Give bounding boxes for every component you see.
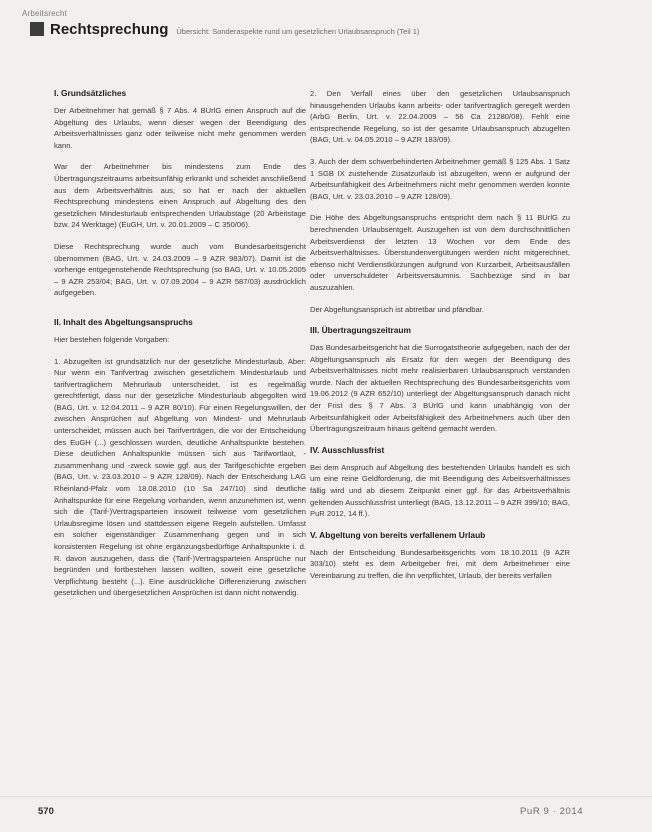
heading-uebertragungszeitraum: III. Übertragungszeitraum: [310, 325, 411, 336]
page-subtitle: Übersicht: Sonderaspekte rund um gesetzlichen Urlaubsanspruch (Teil 1): [176, 26, 420, 36]
right-column: [310, 88, 570, 592]
heading-grundsaetzliches: I. Grundsätzliches: [54, 88, 127, 98]
paragraph: Bei dem Anspruch auf Abgeltung des bestehenden Urlaubs handelt es sich um eine reine Geldforderung, die mit Beendigung des Arbeitsverhältnisses fällig wird und ab diesem Zeitpunkt einer ggf. für das Arbeitsverhältnis geltenden Ausschlussfrist unterliegt (BAG, 13.12.2011 – 9 AZR 399/10; BAG, PuR 2012, 14 ff.).: [310, 462, 570, 519]
paragraph: Hier bestehen folgende Vorgaben:: [54, 334, 170, 344]
paragraph: Diese Rechtsprechung wurde auch vom Bundesarbeitsgericht übernommen (BAG, Urt. v. 24.03.2009 – 9 AZR 983/07). Damit ist die vorherige entgegenstehende Rechtsprechung (so BAG, Urt. v. 10.05.2005 – 9 AZR 253/04; BAG, Urt. v. 07.09.2004 – 9 AZR 587/03) ausdrücklich aufgegeben.: [54, 241, 306, 298]
paragraph: Nach der Entscheidung Bundesarbeitsgerichts vom 18.10.2011 (9 AZR 303/10) steht es dem Arbeitgeber frei, mit dem Arbeitnehmer eine Vereinbarung zu treffen, die ihn verpflichtet, Urlaub, der bereits verfallen: [310, 547, 570, 580]
footer-divider: [0, 796, 652, 797]
section-label: Arbeitsrecht: [22, 9, 68, 18]
page-number: 570: [38, 806, 54, 817]
heading-abgeltung-verfallen: V. Abgeltung von bereits verfallenem Urlaub: [310, 529, 486, 540]
page-header: [30, 18, 630, 40]
paragraph: Der Abgeltungsanspruch ist abtretbar und pfändbar.: [310, 304, 484, 314]
paragraph: 1. Abzugelten ist grundsätzlich nur der gesetzliche Mindesturlaub. Aber: Nur wenn ein Tarifvertrag zwischen gesetzlichem Mindesturlaub und tarifvertraglichem Mehrurlaub unterscheidet, ist es regelmäßig gerechtfertigt, dass nur der gesetzliche Mindesturlaub abgegolten wird (BAG, Urt. v. 12.04.2011 – 9 AZR 80/10). Für einen Regelungswillen, der zwischen Ansprüchen auf Abgeltung von Mindest- und Mehrurlaub unterscheidet, müssen auch bei Tarifverträgen, die vor der Entscheidung des EuGH (...) geschlossen wurden, deutliche Anhaltspunkte bestehen. Diese deutlichen Anhaltspunkte müssen sich aus Tarifwortlaut, -zusammenhang und -zweck sowie ggf. aus der Tarifgeschichte ergeben (BAG, Urt. v. 23.03.2010 – 9 AZR 128/09). Nach der Entscheidung LAG Rheinland-Pfalz vom 18.08.2010 (10 Sa 247/10) sind deutliche Anhaltspunkte für eine Regelung vorhanden, wenn anzunehmen ist, wenn sich die (Tarif-)Vertragsparteien insoweit teilweise vom gesetzlichen Urlaubsregime lösen und stattdessen eigene Regeln aufstellen. Umfasst ein solcher eigenständiger Zusammenhang gegen und in sich konsistenten Regelung ist ohne ergänzungsbedürftige Anhaltspunkte i. d. R. davon auszugehen, dass die (Tarif-)Vertragsparteien Ansprüche nur begründen und fortbestehen lassen wollten, soweit eine gesetzliche Verpflichtung besteht (...). Eine ausdrückliche Differenzierung zwischen gesetzlichen und übergesetzlichen Ansprüchen ist dann nicht notwendig.: [54, 356, 306, 598]
page-title: Rechtsprechung: [50, 20, 169, 38]
journal-name: PuR 9 · 2014: [520, 806, 584, 817]
paragraph: Die Höhe des Abgeltungsanspruchs entspricht dem nach § 11 BUrlG zu berechnenden Urlaubsentgelt. Auszugehen ist von dem durchschnittlichen Arbeitsverdienst der letzten 13 Wochen vor dem Ende des Arbeitsverhältnisses. Überstundenvergütungen werden nicht mitgerechnet, ebenso nicht Verdienstkürzungen aufgrund von Kurzarbeit, Arbeitsausfällen oder unverschuldeter Arbeitsversäumnis. Sachbezüge sind in bar auszuzahlen.: [310, 213, 570, 292]
header-marker-icon: [30, 22, 44, 36]
heading-inhalt: II. Inhalt des Abgeltungsanspruchs: [54, 316, 193, 327]
paragraph: War der Arbeitnehmer bis mindestens zum Ende des Übertragungszeitraums arbeitsunfähig erkrankt und scheidet anschließend aus dem Arbeitsverhältnis aus, so hat er nach der aktuellen Rechtsprechung mindestens einen Anspruch auf Abgeltung des den gesetzlichen Mindesturlaub entsprechenden Urlaubstage (20 Arbeitstage bzw. 24 Werktage) (EuGH, Urt. v. 20.01.2009 – C 350/06).: [54, 162, 306, 230]
heading-ausschlussfrist: IV. Ausschlussfrist: [310, 444, 385, 455]
paragraph: Der Arbeitnehmer hat gemäß § 7 Abs. 4 BUrlG einen Anspruch auf die Abgeltung des Urlaubs, wenn dieser wegen der Beendigung des Arbeitsverhältnisses ganz oder teilweise nicht mehr genommen werden kann.: [54, 106, 306, 150]
left-column: [54, 88, 306, 609]
paragraph: Das Bundesarbeitsgericht hat die Surrogatstheorie aufgegeben, nach der der Abgeltungsanspruch als Ersatz für den wegen der Beendigung des Arbeitsverhältnisses nicht mehr realisierbaren Urlaubsanspruch verstanden wurde. Nach der aktuellen Rechtsprechung des Bundesarbeitsgerichts vom 19.06.2012 (9 AZR 652/10) unterliegt der Abgeltungsanspruch danach nicht der Frist des § 7 Abs. 3 BUrlG und kann unabhängig von der Arbeitsunfähigkeit oder Arbeitsfähigkeit des Arbeitnehmers auch über den Übertragungszeitraum hinaus geltend gemacht werden.: [310, 343, 570, 434]
paragraph: 3. Auch der dem schwerbehinderten Arbeitnehmer gemäß § 125 Abs. 1 Satz 1 SGB IX zustehende Zusatzurlaub ist abzugelten, wenn er aufgrund der Arbeitsunfähigkeit des Arbeitnehmers nicht mehr genommen werden konnte (BAG, Urt. v. 23.03.2010 – 9 AZR 128/09).: [310, 156, 570, 201]
paragraph: 2. Den Verfall eines über den gesetzlichen Urlaubsanspruch hinausgehenden Urlaubs kann arbeits- oder tarifvertraglich geregelt werden (ArbG Berlin, Urt. v. 22.04.2009 – 56 Ca 21280/08). Fehlt eine entsprechende Regelung, so ist der gesamte Urlaubsanspruch abzugelten (BAG, Urt. v. 04.05.2010 – 9 AZR 183/09).: [310, 89, 570, 145]
